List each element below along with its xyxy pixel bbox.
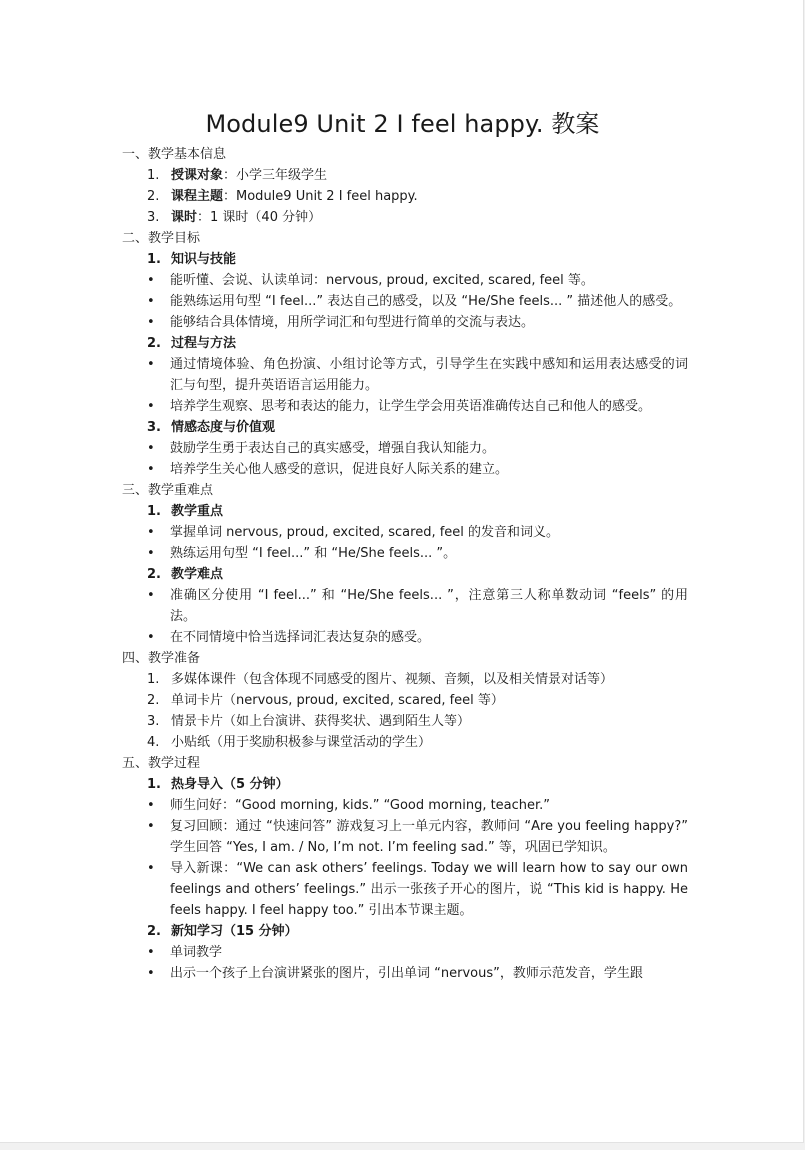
bullet-text: 能听懂、会说、认读单词：nervous, proud, excited, scared, feel 等。 xyxy=(170,273,594,288)
item-label: 授课对象 xyxy=(171,168,224,183)
subsection-heading xyxy=(122,249,688,270)
subsection-heading xyxy=(122,921,688,942)
item-text: 情景卡片（如上台演讲、获得奖状、遇到陌生人等） xyxy=(171,714,471,729)
bullet-dot-icon: • xyxy=(147,546,155,561)
bullet-item xyxy=(122,627,688,648)
bullet-dot-icon: • xyxy=(147,630,155,645)
bullet-text: 准确区分使用 “I feel...” 和 “He/She feels... ”，注意第三人称单数动词 “feels” 的用法。 xyxy=(170,588,688,624)
bullet-item xyxy=(122,270,688,291)
bullet-text: 能够结合具体情境，用所学词汇和句型进行简单的交流与表达。 xyxy=(170,315,535,330)
item-text: 小贴纸（用于奖励积极参与课堂活动的学生） xyxy=(171,735,432,750)
bullet-text: 培养学生关心他人感受的意识，促进良好人际关系的建立。 xyxy=(170,462,509,477)
section-heading: 一、教学基本信息 xyxy=(122,147,227,162)
bullet-text: 导入新课：“We can ask others’ feelings. Today we will learn how to say our own feelings and others’ feelings.” 出示一张孩子开心的图片，说 “This kid is happy. He feels happy. I feel happy too.” 引出本节课主题。 xyxy=(170,861,688,918)
sub-title: 知识与技能 xyxy=(171,252,237,267)
bullet-dot-icon: • xyxy=(147,861,155,876)
sub-number: 3. xyxy=(147,420,161,435)
bullet-item xyxy=(122,543,688,564)
item-text: ：1 课时（40 分钟） xyxy=(197,210,322,225)
bullet-item xyxy=(122,963,688,984)
subsection-heading xyxy=(122,417,688,438)
bullet-item xyxy=(122,459,688,480)
bullet-dot-icon: • xyxy=(147,588,155,603)
sub-title: 过程与方法 xyxy=(171,336,237,351)
list-item xyxy=(122,690,688,711)
subsection-heading xyxy=(122,774,688,795)
bullet-dot-icon: • xyxy=(147,462,155,477)
bullet-text: 出示一个孩子上台演讲紧张的图片，引出单词 “nervous”，教师示范发音，学生跟 xyxy=(170,966,643,981)
list-item xyxy=(122,186,688,207)
item-text: 多媒体课件（包含体现不同感受的图片、视频、音频，以及相关情景对话等） xyxy=(171,672,614,687)
item-number: 3. xyxy=(147,210,160,225)
bullet-text: 复习回顾：通过 “快速问答” 游戏复习上一单元内容，教师问 “Are you feeling happy?” 学生回答 “Yes, I am. / No, I’m not. I’m feeling sad.” 等，巩固已学知识。 xyxy=(170,819,688,855)
bullet-text: 鼓励学生勇于表达自己的真实感受，增强自我认知能力。 xyxy=(170,441,496,456)
bullet-dot-icon: • xyxy=(147,945,155,960)
section-heading: 三、教学重难点 xyxy=(122,483,214,498)
bullet-dot-icon: • xyxy=(147,273,155,288)
bullet-dot-icon: • xyxy=(147,294,155,309)
sub-number: 1. xyxy=(147,777,161,792)
bullet-item xyxy=(122,396,688,417)
bullet-item xyxy=(122,312,688,333)
bullet-dot-icon: • xyxy=(147,399,155,414)
item-label: 课程主题 xyxy=(171,189,224,204)
subsection-heading xyxy=(122,333,688,354)
bullet-dot-icon: • xyxy=(147,525,155,540)
subsection-heading xyxy=(122,564,688,585)
item-text: ：Module9 Unit 2 I feel happy. xyxy=(223,189,418,204)
item-number: 1. xyxy=(147,168,160,183)
list-item xyxy=(122,165,688,186)
bullet-item xyxy=(122,795,688,816)
item-label: 课时 xyxy=(171,210,198,225)
bullet-dot-icon: • xyxy=(147,966,155,981)
bullet-item xyxy=(122,522,688,543)
section-heading: 四、教学准备 xyxy=(122,651,201,666)
bullet-item xyxy=(122,354,688,396)
bullet-dot-icon: • xyxy=(147,357,155,372)
bullet-item xyxy=(122,858,688,921)
bullet-item xyxy=(122,816,688,858)
list-item xyxy=(122,669,688,690)
sub-title: 教学重点 xyxy=(171,504,224,519)
bullet-text: 掌握单词 nervous, proud, excited, scared, feel 的发音和词义。 xyxy=(170,525,560,540)
bullet-item xyxy=(122,291,688,312)
sub-number: 1. xyxy=(147,504,161,519)
sub-title: 教学难点 xyxy=(171,567,224,582)
sub-number: 2. xyxy=(147,567,161,582)
bullet-text: 在不同情境中恰当选择词汇表达复杂的感受。 xyxy=(170,630,431,645)
bullet-dot-icon: • xyxy=(147,819,155,834)
sub-number: 2. xyxy=(147,336,161,351)
item-text: 单词卡片（nervous, proud, excited, scared, feel 等） xyxy=(171,693,504,708)
bullet-item xyxy=(122,942,688,963)
item-text: ：小学三年级学生 xyxy=(223,168,328,183)
document-body xyxy=(122,144,688,984)
bullet-text: 熟练运用句型 “I feel...” 和 “He/She feels... ”。 xyxy=(170,546,457,561)
bullet-dot-icon: • xyxy=(147,315,155,330)
sub-number: 1. xyxy=(147,252,161,267)
bullet-text: 通过情境体验、角色扮演、小组讨论等方式，引导学生在实践中感知和运用表达感受的词汇与句型，提升英语语言运用能力。 xyxy=(170,357,688,393)
bullet-text: 培养学生观察、思考和表达的能力，让学生学会用英语准确传达自己和他人的感受。 xyxy=(170,399,652,414)
subsection-heading xyxy=(122,501,688,522)
bullet-item xyxy=(122,585,688,627)
item-number: 2. xyxy=(147,189,160,204)
section-heading: 五、教学过程 xyxy=(122,756,201,771)
sub-title: 热身导入（5 分钟） xyxy=(171,777,289,792)
sub-title: 情感态度与价值观 xyxy=(171,420,276,435)
bullet-dot-icon: • xyxy=(147,798,155,813)
item-number: 3. xyxy=(147,714,160,729)
bullet-item xyxy=(122,438,688,459)
item-number: 2. xyxy=(147,693,160,708)
bullet-text: 师生问好：“Good morning, kids.” “Good morning, teacher.” xyxy=(170,798,551,813)
section-heading: 二、教学目标 xyxy=(122,231,201,246)
sub-number: 2. xyxy=(147,924,161,939)
sub-title: 新知学习（15 分钟） xyxy=(171,924,298,939)
bullet-dot-icon: • xyxy=(147,441,155,456)
bullet-text: 单词教学 xyxy=(170,945,223,960)
list-item xyxy=(122,711,688,732)
item-number: 4. xyxy=(147,735,160,750)
document-title: Module9 Unit 2 I feel happy. 教案 xyxy=(205,110,600,138)
bullet-text: 能熟练运用句型 “I feel...” 表达自己的感受，以及 “He/She feels... ” 描述他人的感受。 xyxy=(170,294,682,309)
list-item xyxy=(122,207,688,228)
item-number: 1. xyxy=(147,672,160,687)
list-item xyxy=(122,732,688,753)
